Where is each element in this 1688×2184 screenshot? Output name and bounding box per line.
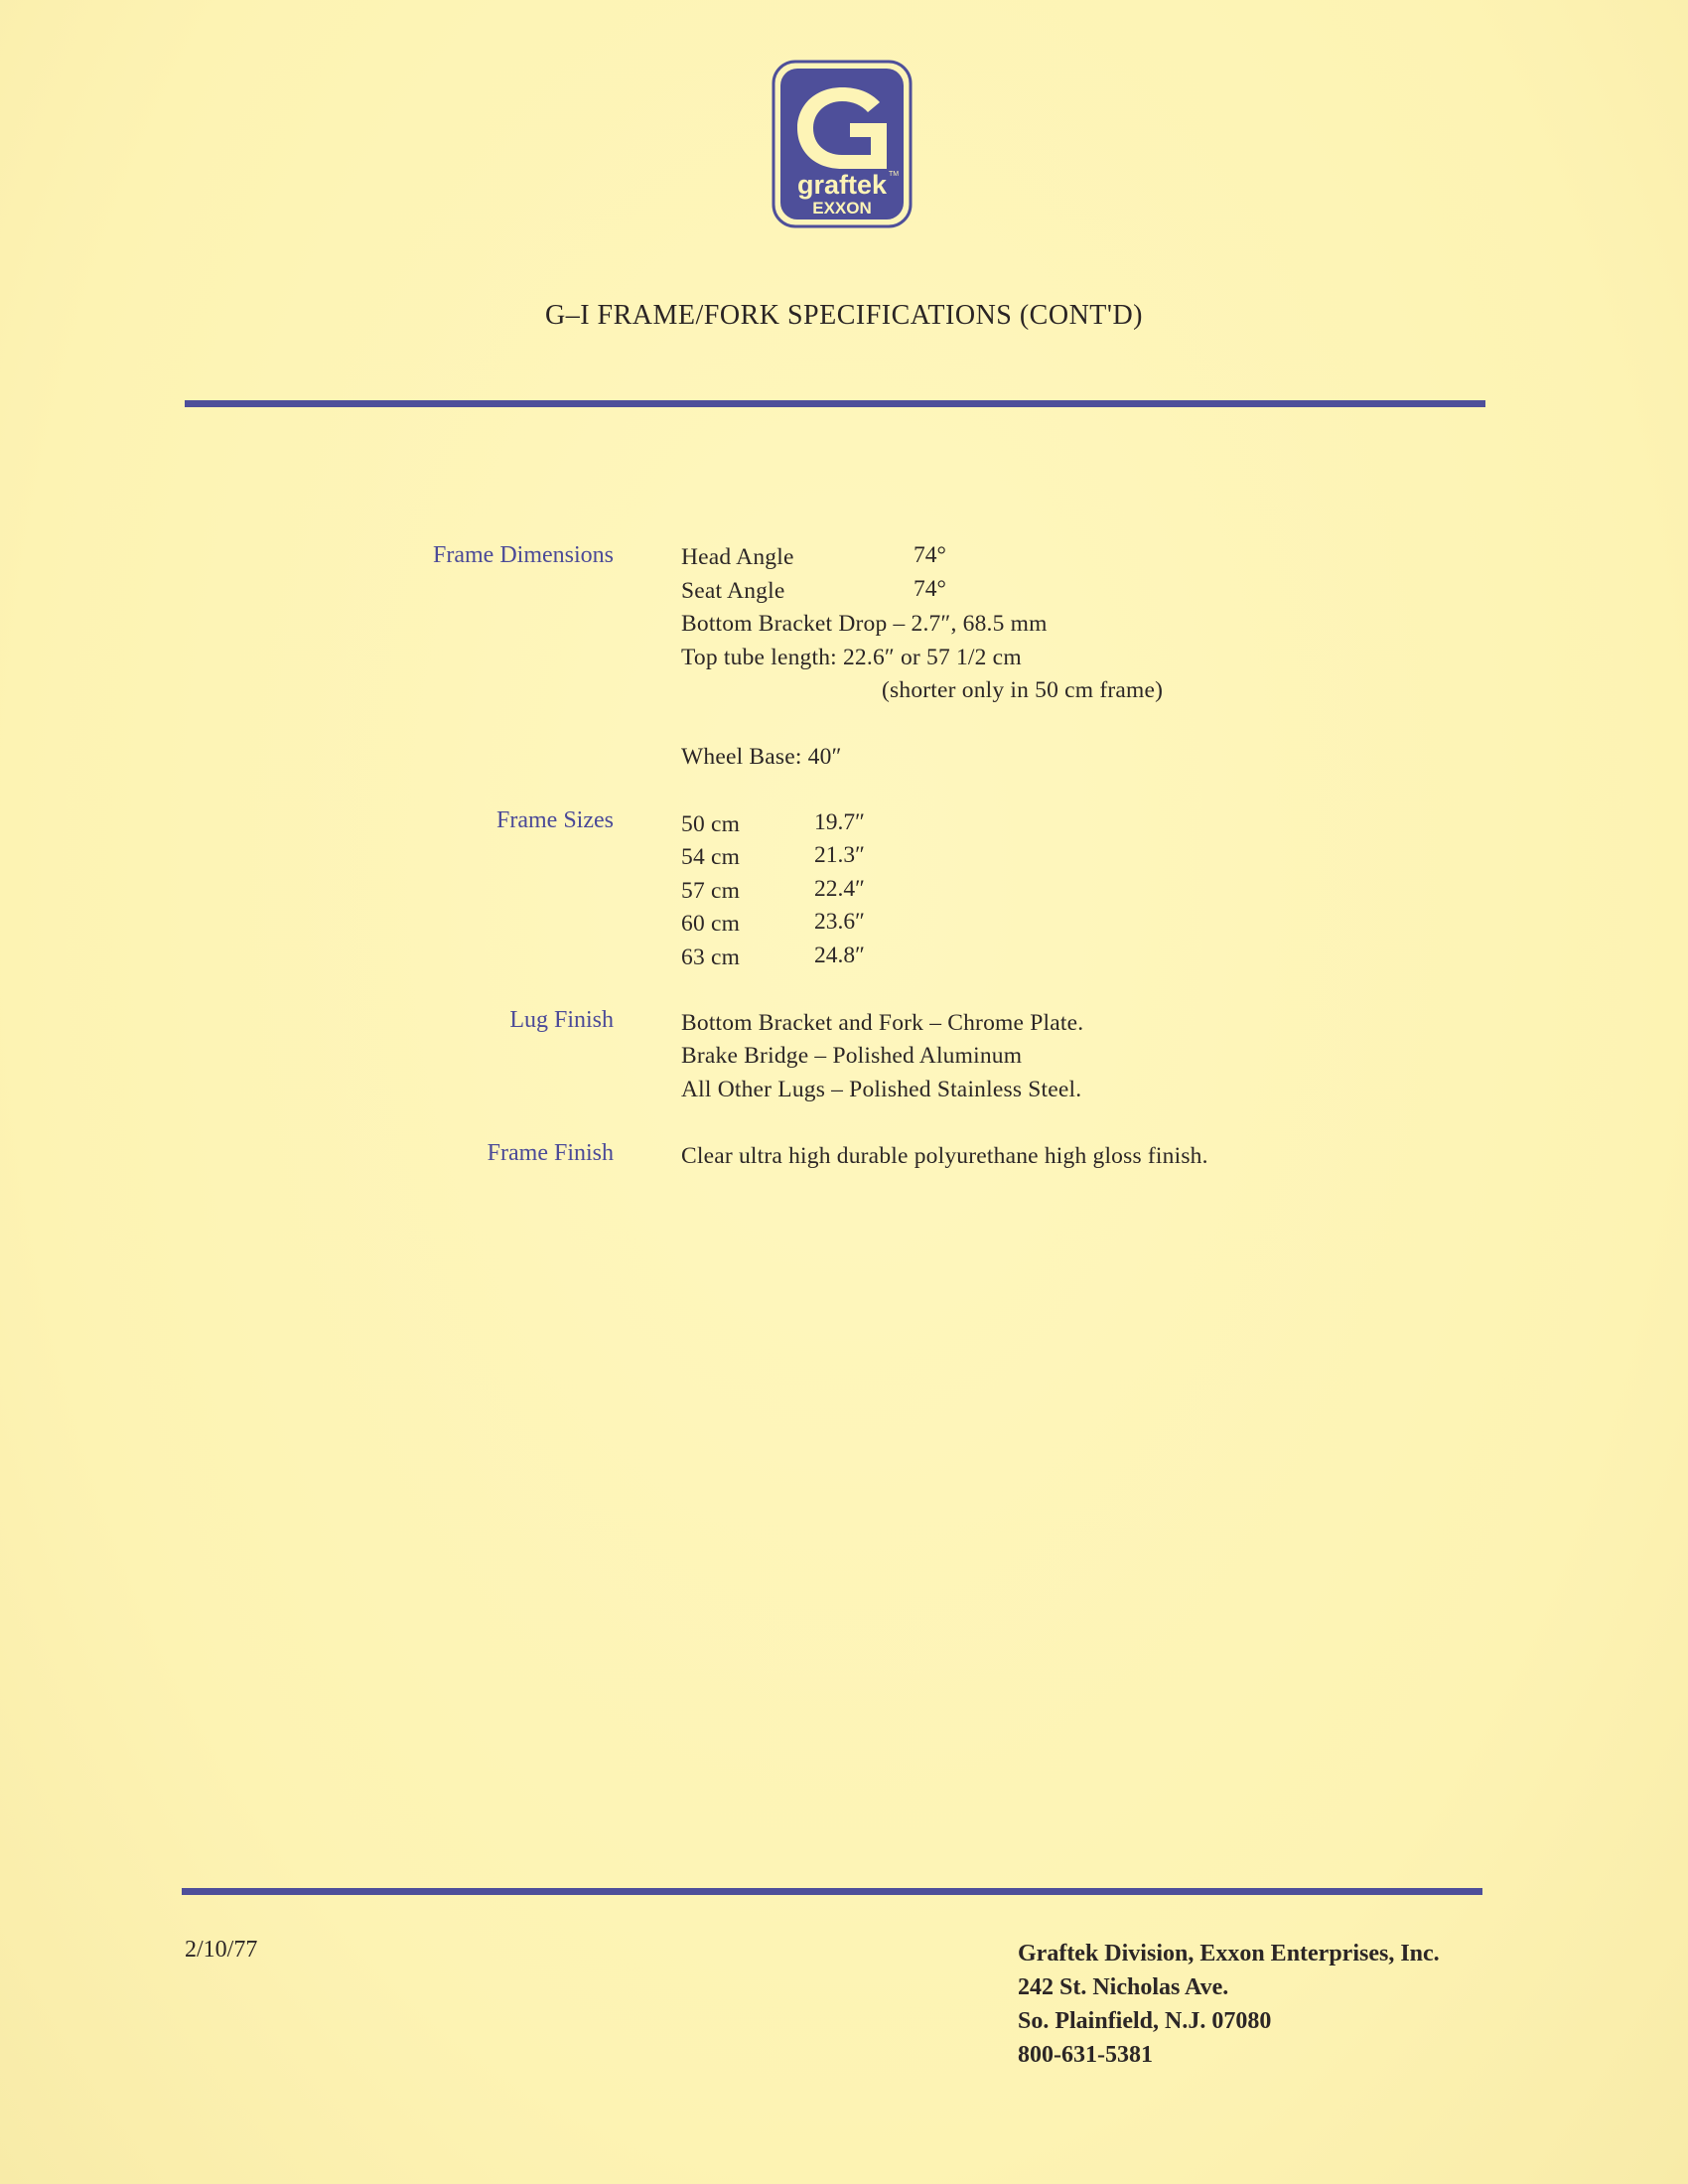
address-line-street: 242 St. Nicholas Ave.: [1018, 1974, 1229, 2000]
logo-parent: EXXON: [812, 199, 872, 218]
frame-finish-label: Frame Finish: [487, 1140, 614, 1166]
frame-finish-text: Clear ultra high durable polyurethane high gloss finish.: [681, 1143, 1208, 1169]
address-line-phone: 800-631-5381: [1018, 2042, 1153, 2068]
wheel-base: Wheel Base: 40″: [681, 744, 842, 770]
bottom-bracket-drop: Bottom Bracket Drop – 2.7″, 68.5 mm: [681, 611, 1048, 637]
seat-angle-label: Seat Angle: [681, 578, 785, 604]
lug-finish-line: Bottom Bracket and Fork – Chrome Plate.: [681, 1010, 1084, 1036]
company-address: [1018, 1937, 1440, 2072]
top-tube-note: (shorter only in 50 cm frame): [882, 677, 1164, 703]
frame-size-cm: 60 cm: [681, 911, 741, 937]
graftek-exxon-logo-icon: [772, 60, 913, 228]
frame-sizes-label: Frame Sizes: [496, 807, 614, 833]
bottom-divider: [182, 1888, 1482, 1895]
frame-size-cm: 63 cm: [681, 945, 741, 970]
frame-dimensions-label: Frame Dimensions: [433, 542, 614, 568]
logo-brand: graftek: [796, 170, 888, 200]
frame-size-inch: 24.8″: [814, 943, 865, 968]
frame-size-cm: 54 cm: [681, 844, 741, 870]
lug-finish-line: All Other Lugs – Polished Stainless Steel.: [681, 1077, 1082, 1102]
head-angle-label: Head Angle: [681, 544, 794, 570]
head-angle-value: 74°: [914, 542, 946, 568]
frame-size-cm: 57 cm: [681, 878, 741, 904]
frame-size-inch: 22.4″: [814, 876, 865, 902]
document-date: 2/10/77: [185, 1937, 258, 1963]
frame-size-inch: 19.7″: [814, 809, 865, 835]
top-tube-length: Top tube length: 22.6″ or 57 1/2 cm: [681, 645, 1022, 670]
frame-size-cm: 50 cm: [681, 811, 741, 837]
frame-size-inch: 23.6″: [814, 909, 865, 935]
page-title: G–I FRAME/FORK SPECIFICATIONS (CONT'D): [545, 300, 1143, 331]
lug-finish-label: Lug Finish: [509, 1007, 614, 1033]
logo-trademark: TM: [889, 171, 900, 178]
top-divider: [185, 400, 1485, 407]
seat-angle-value: 74°: [914, 576, 946, 602]
address-line-city: So. Plainfield, N.J. 07080: [1018, 2008, 1272, 2034]
frame-size-inch: 21.3″: [814, 842, 865, 868]
address-line-company: Graftek Division, Exxon Enterprises, Inc.: [1018, 1941, 1440, 1966]
lug-finish-line: Brake Bridge – Polished Aluminum: [681, 1043, 1023, 1069]
